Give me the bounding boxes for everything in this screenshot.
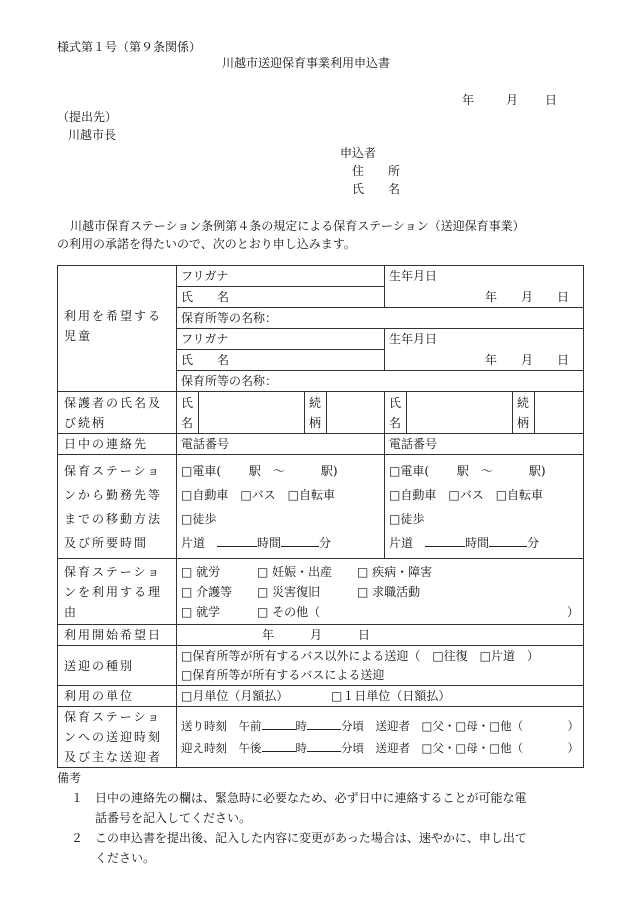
- commute2[interactable]: [385, 455, 584, 559]
- unit-daily[interactable]: □１日単位（日額払）: [331, 689, 451, 703]
- commute1[interactable]: [177, 455, 385, 559]
- start-label: 利用開始希望日: [58, 625, 177, 646]
- send-row[interactable]: 送り時刻 午前 時 分頃 送迎者 □父・□母・□他（ ）: [181, 719, 580, 733]
- page-title: 川越市送迎保育事業利用申込書: [222, 56, 391, 70]
- unit-label: 利用の単位: [58, 686, 177, 707]
- intro-line-2: の利用の承諾を得たいので、次のとおり申し込みます。: [57, 237, 356, 251]
- guardian1-relation-label: 続 柄: [305, 392, 327, 434]
- guardian1-name[interactable]: [199, 392, 305, 434]
- reason-row-3: [181, 602, 579, 622]
- recipient: 川越市長: [68, 128, 117, 142]
- guardian2-relation[interactable]: [535, 392, 584, 434]
- commute2-train[interactable]: □電車( 駅 〜 駅): [389, 463, 546, 478]
- pick-row[interactable]: 迎え時刻 午後 時 分頃 送迎者 □父・□母・□他（ ）: [181, 741, 580, 755]
- form-number: 様式第１号（第９条関係）: [57, 40, 202, 54]
- notes-title: 備考: [57, 771, 82, 785]
- date-year: 年: [462, 93, 475, 107]
- reason-disaster[interactable]: □ 災害復旧: [257, 584, 321, 599]
- guardian2-name[interactable]: [407, 392, 513, 434]
- child-label: 利用を希望する児童: [58, 266, 177, 392]
- type-option-1[interactable]: □保育所等が所有するバス以外による送迎（ □往復 □片道 ）: [181, 648, 540, 663]
- commute1-time[interactable]: 片道 時間 分: [181, 535, 332, 550]
- commute2-walk[interactable]: □徒歩: [389, 511, 425, 526]
- child1-name[interactable]: 氏 名: [177, 287, 385, 308]
- child2-name[interactable]: 氏 名: [177, 350, 385, 371]
- note-1: １ 日中の連絡先の欄は、緊急時に必要なため、必ず日中に連絡することが可能な電 話番号を記入してください。: [70, 791, 527, 825]
- reason-work[interactable]: □ 就労: [181, 564, 221, 579]
- commute-label: 保育ステーションから勤務先等までの移動方法及び所要時間: [58, 455, 177, 559]
- commute2-time[interactable]: 片道 時間 分: [389, 535, 540, 550]
- note-2: ２ この申込書を提出後、記入した内容に変更があった場合は、速やかに、申し出て ください。: [70, 831, 527, 865]
- reason-other-close: ）: [567, 604, 580, 619]
- reasons[interactable]: [177, 559, 584, 625]
- commute1-walk[interactable]: □徒歩: [181, 511, 217, 526]
- reason-illness[interactable]: □ 疾病・障害: [357, 564, 433, 579]
- reason-jobhunt[interactable]: □ 求職活動: [357, 584, 421, 599]
- application-table: [57, 265, 584, 768]
- child2-nursery[interactable]: 保育所等の名称：: [177, 371, 584, 392]
- child2-furigana[interactable]: フリガナ: [177, 329, 385, 350]
- contact-label: 日中の連絡先: [58, 434, 177, 455]
- address-label: 住 所: [352, 164, 401, 178]
- start-date[interactable]: 年 月 日: [177, 625, 584, 646]
- commute2-vehicles[interactable]: □自動車 □バス □自転車: [389, 487, 544, 502]
- guardian-label: 保護者の氏名及び続柄: [58, 392, 177, 434]
- unit-monthly[interactable]: □月単位（月額払）: [181, 689, 289, 703]
- submit-to: （提出先）: [57, 110, 118, 124]
- guardian1-relation[interactable]: [327, 392, 385, 434]
- guardian2-name-label: 氏 名: [385, 392, 407, 434]
- child1-furigana[interactable]: フリガナ: [177, 266, 385, 287]
- guardian1-name-label: 氏 名: [177, 392, 199, 434]
- date-month: 月: [506, 93, 519, 107]
- pickup-times[interactable]: [177, 707, 584, 768]
- reason-row-2: [181, 582, 579, 602]
- child1-nursery[interactable]: 保育所等の名称：: [177, 308, 584, 329]
- contact2-phone[interactable]: 電話番号: [385, 434, 584, 455]
- child1-birthdate[interactable]: 年 月 日: [385, 287, 584, 308]
- child2-birthdate[interactable]: 年 月 日: [385, 350, 584, 371]
- reason-row-1: [181, 562, 579, 582]
- unit-options[interactable]: [177, 686, 584, 707]
- intro-line-1: 川越市保育ステーション条例第４条の規定による保育ステーション（送迎保育事業）: [70, 219, 525, 233]
- reason-care[interactable]: □ 介護等: [181, 584, 233, 599]
- date-day: 日: [545, 93, 558, 107]
- notes: [57, 768, 587, 868]
- reason-study[interactable]: □ 就学: [181, 604, 221, 619]
- type-label: 送迎の種別: [58, 646, 177, 686]
- transport-type[interactable]: [177, 646, 584, 686]
- pickup-label: 保育ステーションへの送迎時刻及び主な送迎者: [58, 707, 177, 768]
- reason-label: 保育ステーションを利用する理由: [58, 559, 177, 625]
- reason-pregnancy[interactable]: □ 妊娠・出産: [257, 564, 333, 579]
- guardian2-relation-label: 続 柄: [513, 392, 535, 434]
- type-option-2[interactable]: □保育所等が所有するバスによる送迎: [181, 667, 385, 682]
- child1-birth-label: 生年月日: [385, 266, 584, 287]
- reason-other[interactable]: □ その他（: [257, 604, 321, 619]
- commute1-vehicles[interactable]: □自動車 □バス □自転車: [181, 487, 336, 502]
- contact1-phone[interactable]: 電話番号: [177, 434, 385, 455]
- name-label: 氏 名: [352, 182, 401, 196]
- applicant-label: 申込者: [340, 146, 377, 160]
- commute1-train[interactable]: □電車( 駅 〜 駅): [181, 463, 338, 478]
- child2-birth-label: 生年月日: [385, 329, 584, 350]
